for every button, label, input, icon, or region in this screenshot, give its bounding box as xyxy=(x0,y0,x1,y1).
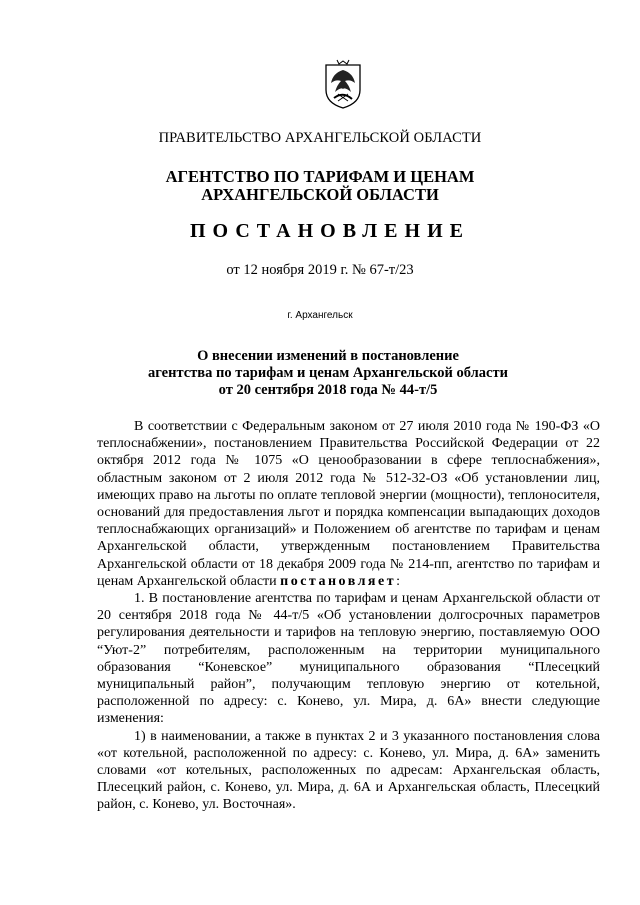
agency-title-line2: АРХАНГЕЛЬСКОЙ ОБЛАСТИ xyxy=(201,185,439,204)
clause-1-paragraph: 1. В постановление агентства по тарифам и ценам Архангельской области от 20 сентября 2018 года № 44-т/5 «Об установлении долгосрочных параметров регулирования деятельности и тарифов на тепловую энергию, поставляемую ООО “Уют-2” потребителям, расположенным на территории муниципального образования “Коневское” муниципального образования “Плесецкий муниципальный район”, получающим тепловую энергию от котельной, расположенной по адресу: с. Конево, ул. Мира, д. 6А» внести следующие изменения: xyxy=(97,591,600,727)
agency-title xyxy=(0,168,640,204)
subclause-1-paragraph: 1) в наименовании, а также в пунктах 2 и 3 указанного постановления слова «от котельной, расположенной по адресу: с. Конево, ул. Мира, д. 6А» заменить словами «от котельных, расположенных по адресам: Архангельская область, Плесецкий район, с. Конево, ул. Мира, д. 6А и Архангельская область, Плесецкий район, с. Конево, ул. Восточная». xyxy=(97,728,600,813)
preamble-end: : xyxy=(396,573,400,589)
subject-line2: агентства по тарифам и ценам Архангельской области xyxy=(148,365,508,381)
document-subject xyxy=(8,348,640,399)
document-type: ПОСТАНОВЛЕНИЕ xyxy=(190,220,470,242)
resolves-keyword: постановляет xyxy=(280,573,397,589)
subject-line1: О внесении изменений в постановление xyxy=(197,348,459,364)
arkhangelsk-coat-of-arms-icon xyxy=(322,58,364,110)
subject-line3: от 20 сентября 2018 года № 44-т/5 xyxy=(218,382,438,398)
government-title: ПРАВИТЕЛЬСТВО АРХАНГЕЛЬСКОЙ ОБЛАСТИ xyxy=(158,130,482,146)
document-body xyxy=(97,418,600,814)
preamble-text: В соответствии с Федеральным законом от 27 июля 2010 года № 190-ФЗ «О теплоснабжении», постановлением Правительства Российской Федерации от 22 октября 2012 года № 1075 «О ценообразовании в сфере теплоснабжения», областным законом от 2 июля 2012 года № 512-32-ОЗ «Об установлении лиц, имеющих право на льготы по оплате тепловой энергии (мощности), теплоносителя, оснований для предоставления льгот и порядка компенсации выпадающих доходов теплоснабжающих организаций» и Положением об агентстве по тарифам и ценам Архангельской области, утвержденным постановлением Правительства Архангельской области от 18 декабря 2009 года № 214-пп, агентство по тарифам и ценам Архангельской области xyxy=(97,419,600,589)
agency-title-line1: АГЕНТСТВО ПО ТАРИФАМ И ЦЕНАМ xyxy=(165,167,475,186)
city: г. Архангельск xyxy=(287,310,353,321)
preamble-paragraph xyxy=(97,418,600,590)
date-number: от 12 ноября 2019 г. № 67-т/23 xyxy=(226,262,414,278)
